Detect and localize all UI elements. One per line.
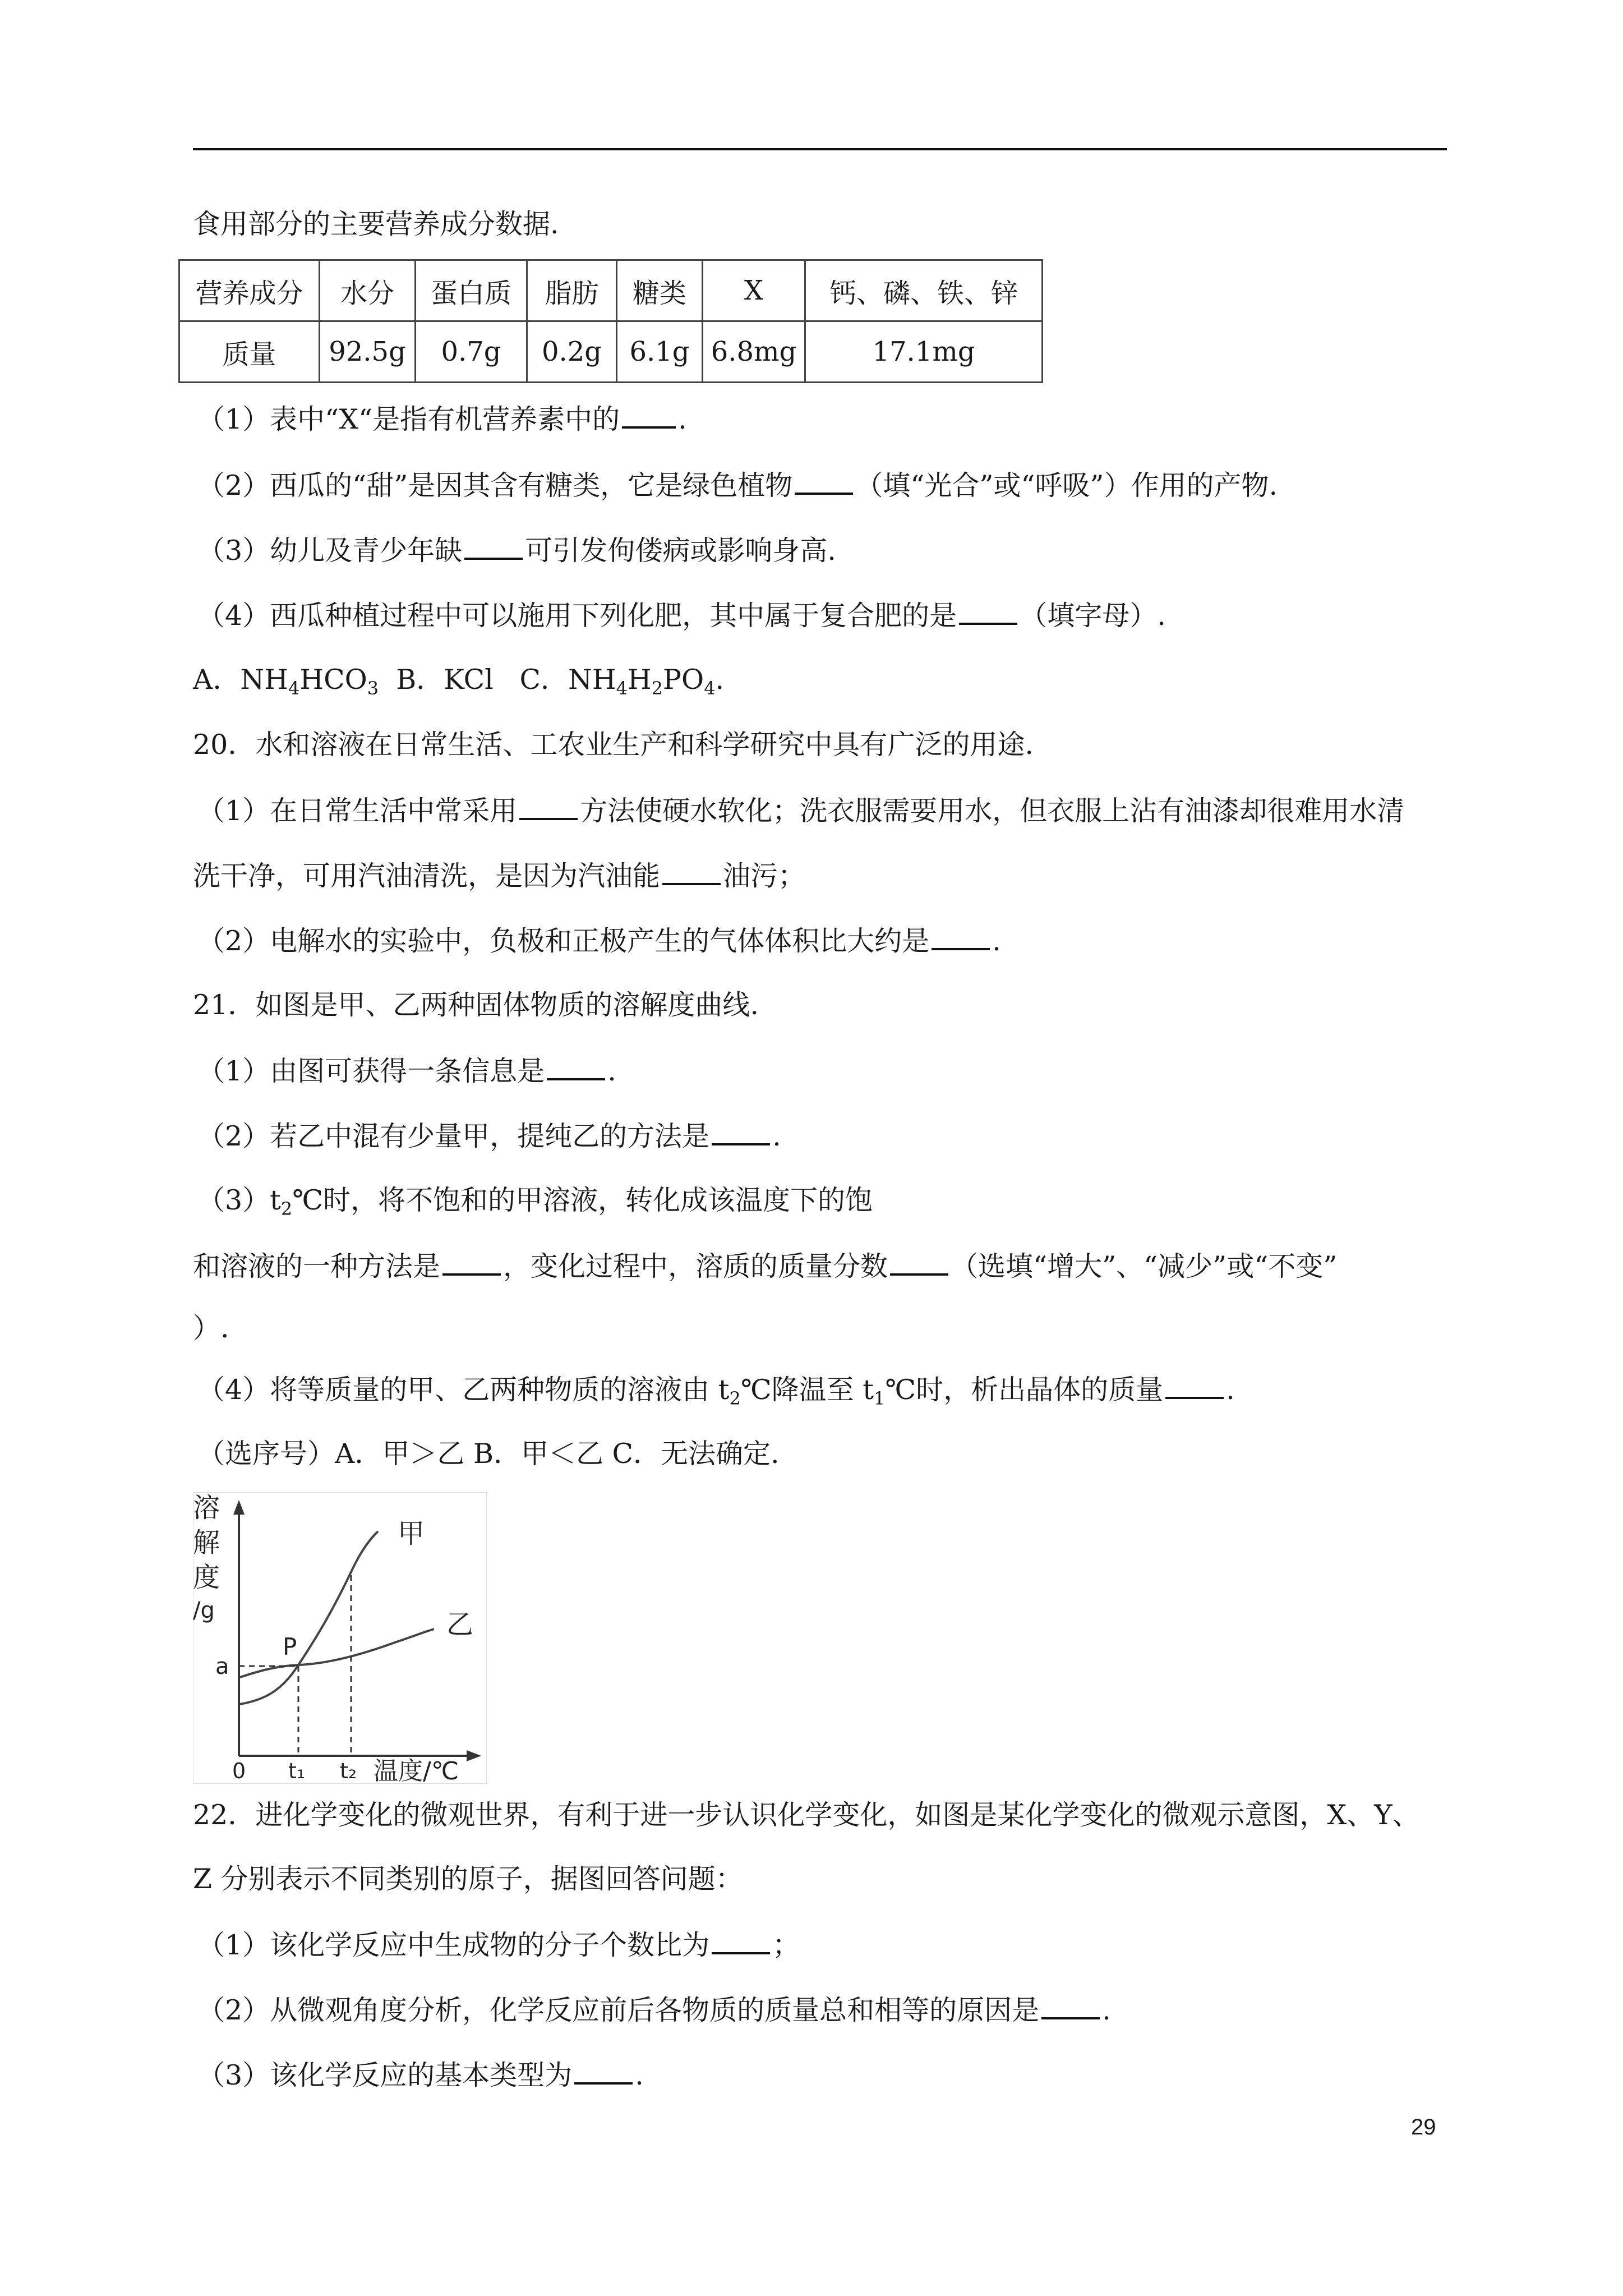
answer-blank[interactable]	[959, 598, 1017, 625]
q21-part3-end: ）.	[193, 1312, 229, 1344]
y-label-3: 度	[193, 1562, 220, 1593]
q19-options: A．$NH_4HCO_3$ B．KCl C．$NH_4H_2PO_4$.	[193, 664, 725, 699]
q22-title-cont: Z 分别表示不同类别的原子，据图回答问题：	[193, 1863, 743, 1895]
y-label-2: 解	[193, 1527, 220, 1558]
answer-blank[interactable]	[932, 923, 990, 950]
x-axis-label: 温度/℃	[374, 1757, 459, 1784]
label-p: P	[283, 1633, 297, 1660]
q19-part1: （1）表中“X“是指有机营养素中的 .	[197, 402, 687, 436]
q21-part4: （4）将等质量的甲、乙两种物质的溶液由 $t_2℃$降温至 $t_1℃$时，析出晶体的质量 .	[197, 1372, 1235, 1407]
q22-title: 22．进化学变化的微观世界，有利于进一步认识化学变化，如图是某化学变化的微观示意图，X、Y、	[193, 1799, 1420, 1831]
label-yi: 乙	[446, 1609, 474, 1640]
label-t2: t₂	[340, 1759, 357, 1783]
q19-part2: （2）西瓜的“甜”是因其含有糖类，它是绿色植物 （填“光合”或“呼吸”）作用的产物.	[197, 468, 1278, 503]
table-cell: 6.1g	[617, 321, 703, 383]
label-origin: 0	[232, 1759, 246, 1783]
page-number: 29	[1411, 2115, 1436, 2139]
q19-part3: （3）幼儿及青少年缺 可引发佝偻病或影响身高.	[197, 533, 836, 568]
table-row-label: 质量	[179, 321, 320, 383]
q21-options: （选序号）A．甲＞乙 B．甲＜乙 C．无法确定.	[197, 1438, 780, 1470]
table-header-cell: 糖类	[617, 260, 703, 321]
q22-part3: （3）该化学反应的基本类型为 .	[197, 2058, 644, 2092]
q21-part1: （1）由图可获得一条信息是 .	[197, 1053, 616, 1088]
q20-title: 20．水和溶液在日常生活、工农业生产和科学研究中具有广泛的用途.	[193, 729, 1034, 761]
solubility-graph	[193, 1492, 487, 1784]
table-header-cell: 脂肪	[527, 260, 617, 321]
answer-blank[interactable]	[547, 1053, 605, 1080]
table-header-cell: 水分	[320, 260, 416, 321]
nutrition-table	[178, 259, 1043, 383]
answer-blank[interactable]	[1041, 1993, 1100, 2019]
answer-blank[interactable]	[519, 793, 578, 820]
table-header-cell: X	[703, 260, 805, 321]
q21-part3-cont: 和溶液的一种方法是 ，变化过程中，溶质的质量分数 （选填“增大”、“减少”或“不变”	[193, 1249, 1337, 1283]
answer-blank[interactable]	[442, 1249, 501, 1276]
y-label-1: 溶	[193, 1492, 220, 1524]
q19-part4: （4）西瓜种植过程中可以施用下列化肥，其中属于复合肥的是 （填字母）.	[197, 598, 1166, 633]
table-cell: 0.2g	[527, 321, 617, 383]
answer-blank[interactable]	[574, 2058, 633, 2085]
answer-blank[interactable]	[890, 1249, 948, 1276]
answer-blank[interactable]	[464, 533, 523, 560]
q21-title: 21．如图是甲、乙两种固体物质的溶解度曲线.	[193, 989, 759, 1021]
table-header-cell: 营养成分	[179, 260, 320, 321]
q20-part1: （1）在日常生活中常采用 方法使硬水软化；洗衣服需要用水，但衣服上沾有油漆却很难用水清	[197, 793, 1404, 828]
table-row	[179, 321, 1043, 383]
graph-frame	[193, 1492, 487, 1784]
table-cell: 6.8mg	[703, 321, 805, 383]
table-header-cell: 蛋白质	[416, 260, 527, 321]
answer-blank[interactable]	[662, 858, 721, 885]
table-cell: 17.1mg	[805, 321, 1043, 383]
q21-part2: （2）若乙中混有少量甲，提纯乙的方法是 .	[197, 1119, 781, 1153]
table-cell: 92.5g	[320, 321, 416, 383]
answer-blank[interactable]	[712, 1927, 770, 1954]
label-t1: t₁	[288, 1759, 306, 1783]
solubility-graph-svg	[193, 1492, 487, 1784]
q22-part1: （1）该化学反应中生成物的分子个数比为 ；	[197, 1927, 800, 1962]
y-label-4: /g	[193, 1598, 215, 1623]
q22-part2: （2）从微观角度分析，化学反应前后各物质的质量总和相等的原因是 .	[197, 1993, 1111, 2027]
label-a: a	[215, 1654, 229, 1680]
q21-part3: $(3)t_2℃$时，将不饱和的甲溶液，转化成该温度下的饱	[197, 1184, 873, 1220]
intro-text: 食用部分的主要营养成分数据.	[193, 208, 559, 240]
q20-part1-cont: 洗干净，可用汽油清洗，是因为汽油能 油污；	[193, 858, 805, 893]
answer-blank[interactable]	[622, 402, 676, 429]
answer-blank[interactable]	[712, 1119, 770, 1145]
table-header-cell: 钙、磷、铁、锌	[805, 260, 1043, 321]
table-header-row	[179, 260, 1043, 321]
answer-blank[interactable]	[1165, 1372, 1224, 1399]
q20-part2: （2）电解水的实验中，负极和正极产生的气体体积比大约是 .	[197, 923, 1001, 958]
header-rule	[193, 148, 1447, 150]
answer-blank[interactable]	[795, 468, 853, 495]
table-cell: 0.7g	[416, 321, 527, 383]
label-jia: 甲	[398, 1518, 425, 1549]
